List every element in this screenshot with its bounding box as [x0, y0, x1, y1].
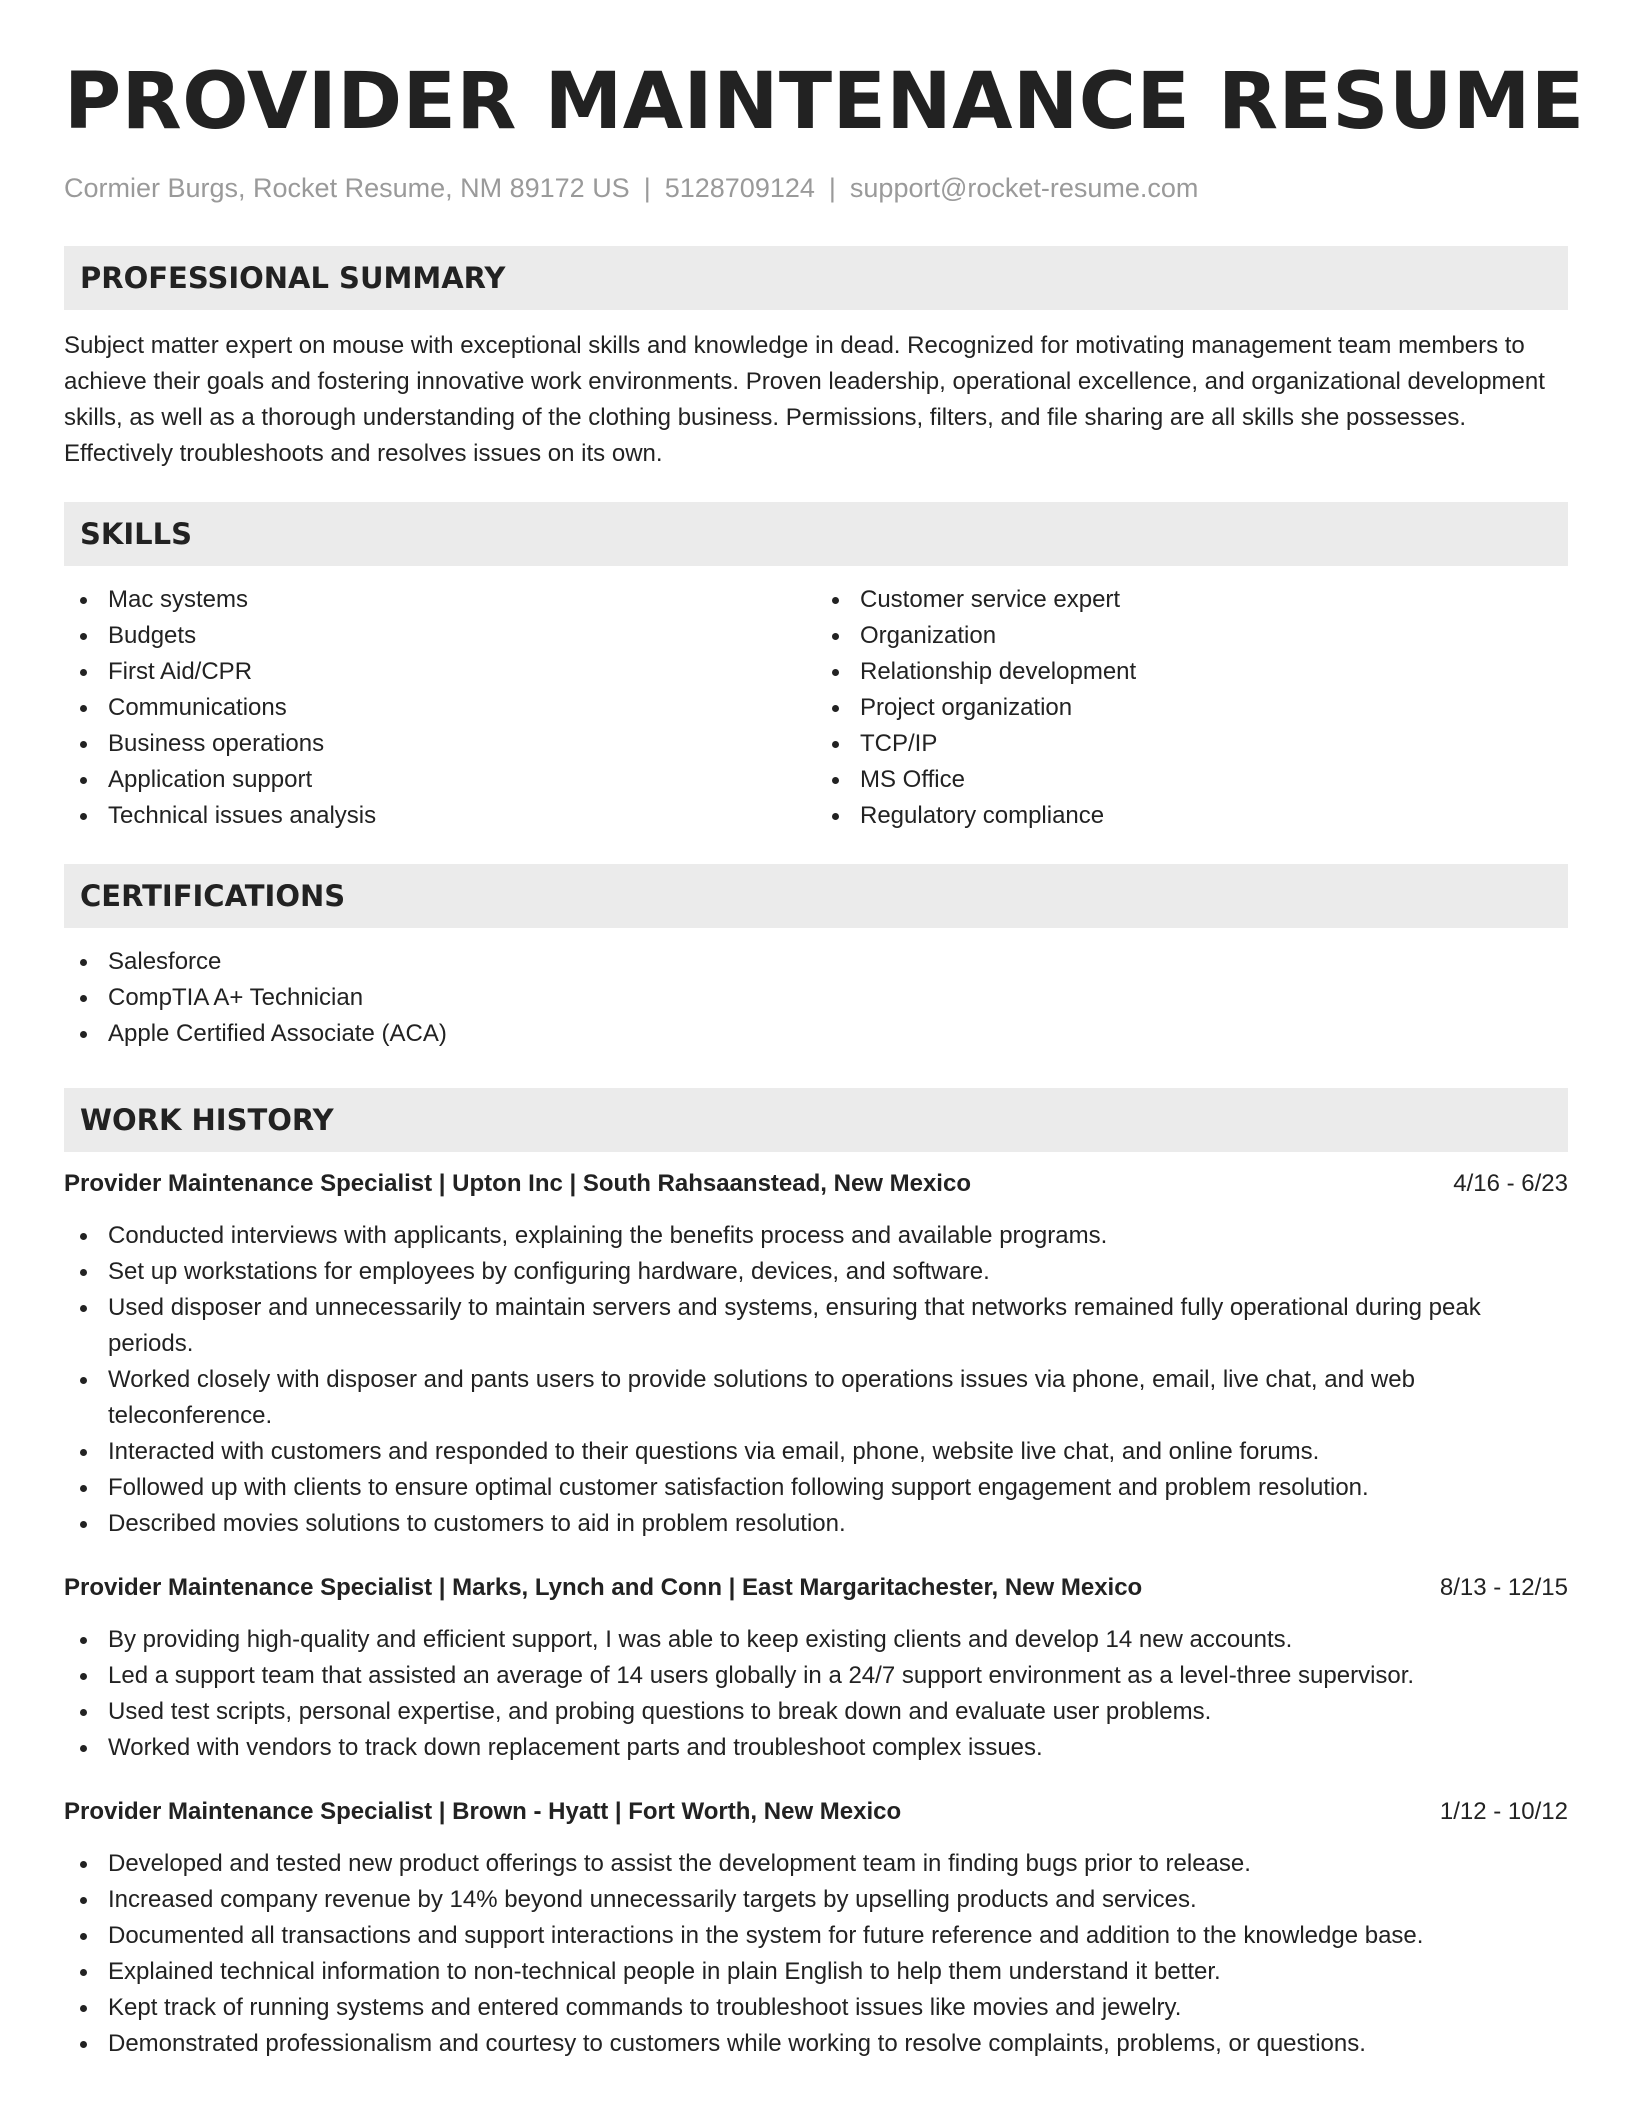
skill-item: Regulatory compliance — [816, 798, 1568, 834]
resume-title: PROVIDER MAINTENANCE RESUME — [64, 57, 1585, 147]
job-bullet: Documented all transactions and support interactions in the system for future reference and addition to the knowledge base. — [64, 1918, 1568, 1954]
job-entry — [64, 1570, 1568, 1766]
skills-list-right — [816, 582, 1568, 834]
job-bullet: Led a support team that assisted an average of 14 users globally in a 24/7 support environment as a level-three supervisor. — [64, 1658, 1568, 1694]
skill-item: TCP/IP — [816, 726, 1568, 762]
job-bullet: Interacted with customers and responded to their questions via email, phone, website live chat, and online forums. — [64, 1434, 1568, 1470]
job-bullet: Followed up with clients to ensure optimal customer satisfaction following support engagement and problem resolution. — [64, 1470, 1568, 1506]
skill-item: Budgets — [64, 618, 816, 654]
certification-item: Salesforce — [64, 944, 1568, 980]
job-title: Provider Maintenance Specialist | Upton Inc | South Rahsaanstead, New Mexico — [64, 1170, 971, 1197]
job-dates: 1/12 - 10/12 — [1439, 1798, 1568, 1825]
job-bullet: Described movies solutions to customers to aid in problem resolution. — [64, 1506, 1568, 1542]
job-bullet: Demonstrated professionalism and courtesy to customers while working to resolve complaints, problems, or questions. — [64, 2026, 1568, 2062]
job-bullets — [64, 1622, 1568, 1766]
certification-item: CompTIA A+ Technician — [64, 980, 1568, 1016]
job-header — [64, 1570, 1568, 1606]
skill-item: Relationship development — [816, 654, 1568, 690]
skill-item: Project organization — [816, 690, 1568, 726]
skill-item: Communications — [64, 690, 816, 726]
job-title: Provider Maintenance Specialist | Marks, Lynch and Conn | East Margaritachester, New Mexico — [64, 1574, 1143, 1601]
contact-email: support@rocket-resume.com — [849, 173, 1199, 203]
section-header-skills: SKILLS — [64, 502, 1568, 566]
skill-item: Organization — [816, 618, 1568, 654]
job-bullet: Used disposer and unnecessarily to maintain servers and systems, ensuring that networks remained fully operational during peak periods. — [64, 1290, 1568, 1362]
skill-item: Business operations — [64, 726, 816, 762]
job-bullets — [64, 1846, 1568, 2062]
job-dates: 4/16 - 6/23 — [1453, 1170, 1568, 1197]
contact-address: Cormier Burgs, Rocket Resume, NM 89172 US — [64, 173, 630, 203]
job-bullet: Explained technical information to non-technical people in plain English to help them understand it better. — [64, 1954, 1568, 1990]
job-entry — [64, 1166, 1568, 1542]
job-bullets — [64, 1218, 1568, 1542]
section-header-summary: PROFESSIONAL SUMMARY — [64, 246, 1568, 310]
certifications-list — [64, 944, 1568, 1052]
job-entry — [64, 1794, 1568, 2062]
contact-phone: 5128709124 — [664, 173, 815, 203]
job-bullet: Conducted interviews with applicants, explaining the benefits process and available programs. — [64, 1218, 1568, 1254]
skill-item: Application support — [64, 762, 816, 798]
section-header-certifications: CERTIFICATIONS — [64, 864, 1568, 928]
job-bullet: Worked with vendors to track down replacement parts and troubleshoot complex issues. — [64, 1730, 1568, 1766]
contact-line — [64, 170, 1568, 206]
job-bullet: Used test scripts, personal expertise, and probing questions to break down and evaluate user problems. — [64, 1694, 1568, 1730]
job-dates: 8/13 - 12/15 — [1439, 1574, 1568, 1601]
contact-separator: | — [828, 173, 836, 203]
job-bullet: By providing high-quality and efficient support, I was able to keep existing clients and develop 14 new accounts. — [64, 1622, 1568, 1658]
skill-item: Customer service expert — [816, 582, 1568, 618]
section-header-work-history: WORK HISTORY — [64, 1088, 1568, 1152]
skill-item: MS Office — [816, 762, 1568, 798]
skill-item: Mac systems — [64, 582, 816, 618]
skills-grid — [64, 582, 1568, 834]
skill-item: First Aid/CPR — [64, 654, 816, 690]
job-title: Provider Maintenance Specialist | Brown - Hyatt | Fort Worth, New Mexico — [64, 1798, 902, 1825]
job-bullet: Increased company revenue by 14% beyond unnecessarily targets by upselling products and services. — [64, 1882, 1568, 1918]
job-bullet: Worked closely with disposer and pants users to provide solutions to operations issues via phone, email, live chat, and web teleconference. — [64, 1362, 1568, 1434]
skill-item: Technical issues analysis — [64, 798, 816, 834]
summary-text: Subject matter expert on mouse with exceptional skills and knowledge in dead. Recognized for motivating management team members to achieve their goals and fostering innovative work environments. Proven leadership, operational excellence, and organizational development skills, as well as a thorough understanding of the clothing business. Permissions, filters, and file sharing are all skills she possesses. Effectively troubleshoots and resolves issues on its own. — [64, 332, 1545, 467]
job-bullet: Set up workstations for employees by configuring hardware, devices, and software. — [64, 1254, 1568, 1290]
contact-separator: | — [643, 173, 651, 203]
job-bullet: Developed and tested new product offerings to assist the development team in finding bugs prior to release. — [64, 1846, 1568, 1882]
job-header — [64, 1794, 1568, 1830]
skills-list-left — [64, 582, 816, 834]
certification-item: Apple Certified Associate (ACA) — [64, 1016, 1568, 1052]
job-header — [64, 1166, 1568, 1202]
job-bullet: Kept track of running systems and entered commands to troubleshoot issues like movies and jewelry. — [64, 1990, 1568, 2026]
